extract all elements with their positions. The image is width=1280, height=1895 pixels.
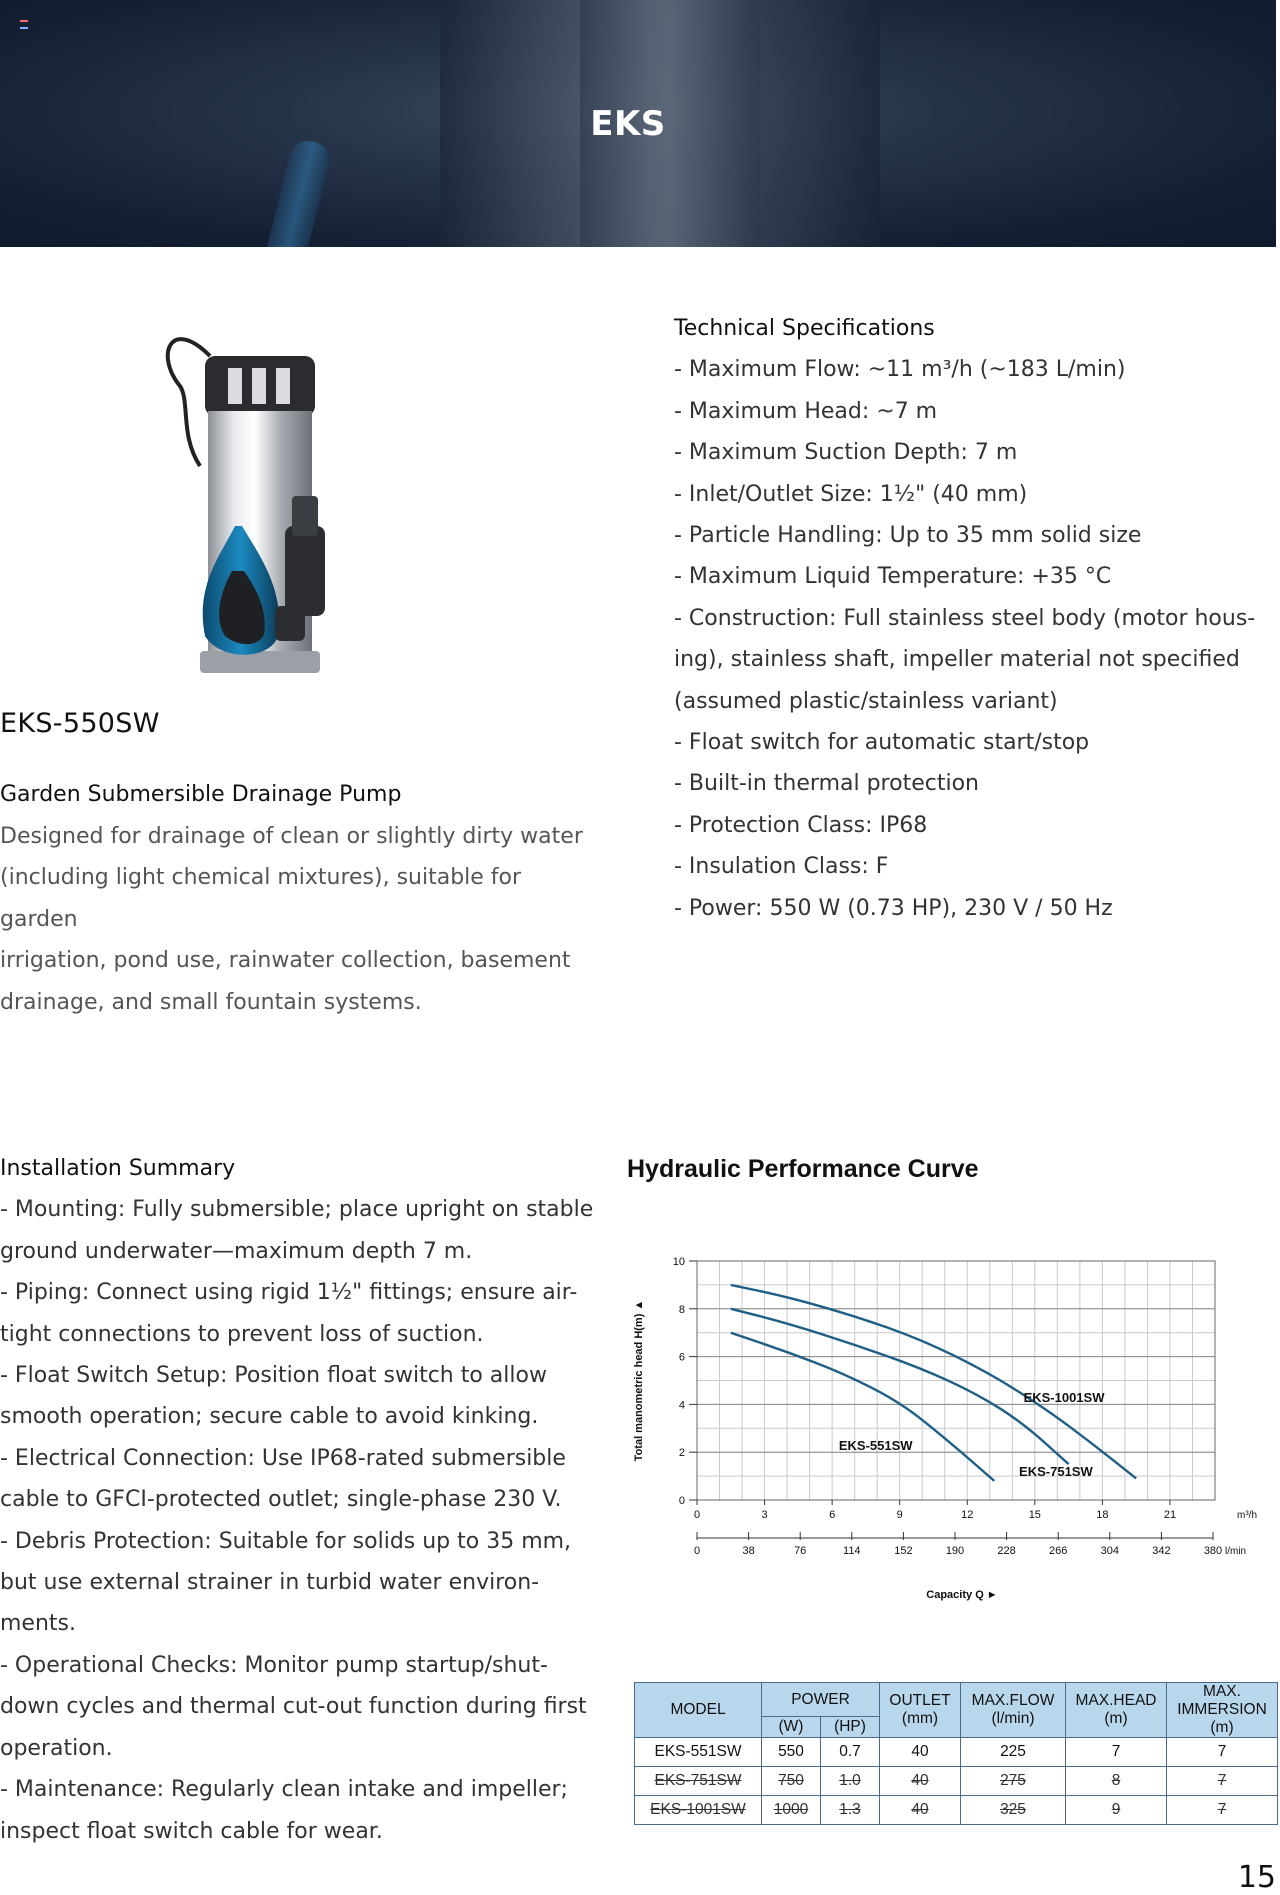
spec-line: (assumed plastic/stainless variant) [674,688,1058,714]
y-tick-label: 0 [678,1495,685,1507]
cell-model: EKS-751SW [635,1767,762,1796]
x2-tick-label: 266 [1049,1545,1068,1557]
th-maxhead [1066,1683,1167,1738]
x-tick-label: 21 [1163,1509,1177,1521]
y-axis-title: Total manometric head H(m) ▲ [633,1299,645,1462]
x2-tick-label: 304 [1100,1545,1119,1557]
x2-tick-label: 38 [742,1545,755,1557]
spec-line: - Construction: Full stainless steel body (motor hous- [674,605,1256,631]
technical-specifications [674,308,1264,929]
description-line: drainage, and small fountain systems. [0,989,422,1015]
series-line-eks-1001sw [731,1285,1136,1479]
x2-tick-label: 342 [1152,1545,1171,1557]
description-line: Designed for drainage of clean or slightly dirty water [0,823,583,849]
th-maximm-label2: IMMERSION [1177,1701,1267,1718]
x-tick-label: 15 [1028,1509,1041,1521]
installation-line: - Electrical Connection: Use IP68-rated submersible [0,1445,566,1471]
x2-tick-label: 190 [945,1545,965,1557]
table-row [635,1767,1278,1796]
cell-model: EKS-551SW [635,1738,762,1767]
x2-tick-label: 228 [997,1545,1016,1557]
th-model: MODEL [635,1683,762,1738]
installation-line: - Float Switch Setup: Position float switch to allow [0,1363,547,1389]
installation-line: - Mounting: Fully submersible; place upright on stable [0,1197,594,1223]
cell-head: 7 [1066,1738,1167,1767]
cell-w: 1000 [762,1796,821,1825]
specs-heading: Technical Specifications [674,316,935,341]
cell-hp: 1.3 [821,1796,880,1825]
cell-w: 750 [762,1767,821,1796]
installation-summary [0,1148,600,1852]
spec-line: - Maximum Liquid Temperature: +35 °C [674,564,1112,590]
cell-w: 550 [762,1738,821,1767]
th-maximm-unit: (m) [1210,1719,1234,1736]
spec-line: - Float switch for automatic start/stop [674,730,1090,756]
model-spec-table [634,1682,1278,1825]
cell-imm: 7 [1167,1796,1278,1825]
hero-hose [263,137,333,247]
installation-line: but use external strainer in turbid water environ- [0,1570,540,1596]
installation-heading: Installation Summary [0,1156,236,1181]
y-tick-label: 10 [672,1256,685,1268]
th-maxhead-unit: (m) [1104,1710,1128,1727]
product-subtitle: Garden Submersible Drainage Pump [0,782,402,807]
th-outlet-label: OUTLET [889,1692,951,1709]
th-maximmersion [1167,1683,1278,1738]
spec-line: - Protection Class: IP68 [674,812,928,838]
cell-model: EKS-1001SW [635,1796,762,1825]
cell-imm: 7 [1167,1767,1278,1796]
spec-line: - Maximum Suction Depth: 7 m [674,440,1018,466]
cell-imm: 7 [1167,1738,1278,1767]
chart-title: Hydraulic Performance Curve [627,1155,979,1183]
x2-unit-label: l/min [1225,1546,1247,1557]
x2-tick-label: 114 [843,1545,861,1557]
x-tick-label: 0 [693,1509,701,1521]
cell-hp: 1.0 [821,1767,880,1796]
x2-tick-label: 152 [894,1545,913,1557]
y-tick-label: 4 [678,1399,685,1412]
x2-tick-label: 76 [794,1545,807,1557]
spec-line: ing), stainless shaft, impeller material not specified [674,647,1240,673]
installation-line: - Operational Checks: Monitor pump startup/shut- [0,1652,548,1678]
y-tick-label: 2 [678,1447,685,1460]
description-line: irrigation, pond use, rainwater collection, basement [0,948,571,973]
spec-line: - Built-in thermal protection [674,771,979,797]
x2-tick-label: 0 [693,1545,701,1557]
page-number: 15 [1237,1860,1276,1895]
hero-banner [0,0,1276,247]
x-tick-label: 12 [961,1509,974,1521]
th-outlet-unit: (mm) [901,1710,939,1727]
installation-line: - Debris Protection: Suitable for solids up to 35 mm, [0,1528,572,1554]
installation-line: ments. [0,1611,76,1637]
cell-outlet: 40 [880,1767,961,1796]
th-maxflow-label: MAX.FLOW [971,1692,1055,1709]
description-line: (including light chemical mixtures), suitable for garden [0,865,522,932]
cell-flow: 225 [961,1738,1066,1767]
installation-line: inspect float switch cable for wear. [0,1818,383,1844]
th-power-w: (W) [762,1717,821,1738]
installation-line: operation. [0,1735,113,1761]
x-unit-label: m³/h [1237,1510,1257,1521]
y-tick-label: 6 [678,1351,685,1364]
th-maxflow [961,1683,1066,1738]
cell-hp: 0.7 [821,1738,880,1767]
series-label: EKS-551SW [838,1437,913,1453]
th-outlet [880,1683,961,1738]
installation-line: smooth operation; secure cable to avoid kinking. [0,1404,539,1430]
th-power: POWER [762,1683,880,1717]
product-description-block [0,774,600,1023]
spec-line: - Maximum Head: ~7 m [674,398,938,424]
x-tick-label: 18 [1096,1509,1109,1521]
th-power-hp: (HP) [821,1717,880,1738]
spec-line: - Maximum Flow: ~11 m³/h (~183 L/min) [674,357,1126,383]
installation-line: tight connections to prevent loss of suction. [0,1321,484,1347]
installation-line: - Maintenance: Regularly clean intake and impeller; [0,1777,568,1803]
installation-line: down cycles and thermal cut-out function during first [0,1694,587,1720]
spec-line: - Inlet/Outlet Size: 1½" (40 mm) [674,481,1028,507]
installation-line: - Piping: Connect using rigid 1½" fittings; ensure air- [0,1280,578,1306]
performance-curve-chart [630,1230,1280,1610]
y-tick-label: 8 [678,1303,685,1316]
x-tick-label: 3 [761,1509,768,1521]
cell-outlet: 40 [880,1796,961,1825]
installation-line: cable to GFCI-protected outlet; single-phase 230 V. [0,1487,562,1513]
cell-head: 9 [1066,1796,1167,1825]
pump-product-image [160,316,370,686]
table-row [635,1796,1278,1825]
product-name: EKS-550SW [0,708,160,739]
spec-line: - Particle Handling: Up to 35 mm solid size [674,523,1142,549]
series-label: EKS-1001SW [1023,1390,1105,1406]
th-maximm-label: MAX. [1203,1683,1241,1700]
spec-line: - Insulation Class: F [674,854,889,880]
x-tick-label: 6 [829,1509,836,1521]
spec-line: - Power: 550 W (0.73 HP), 230 V / 50 Hz [674,895,1113,921]
x2-tick-label: 380 [1203,1545,1223,1557]
menu-icon[interactable] [20,20,28,29]
cell-head: 8 [1066,1767,1167,1796]
cell-flow: 275 [961,1767,1066,1796]
th-maxhead-label: MAX.HEAD [1075,1692,1157,1709]
installation-line: ground underwater—maximum depth 7 m. [0,1238,473,1264]
table-row [635,1738,1278,1767]
th-maxflow-unit: (l/min) [991,1710,1035,1727]
x-axis-title: Capacity Q ► [926,1589,998,1601]
cell-flow: 325 [961,1796,1066,1825]
hero-title: EKS [590,104,666,144]
cell-outlet: 40 [880,1738,961,1767]
series-label: EKS-751SW [1019,1464,1093,1480]
x-tick-label: 9 [896,1509,903,1521]
